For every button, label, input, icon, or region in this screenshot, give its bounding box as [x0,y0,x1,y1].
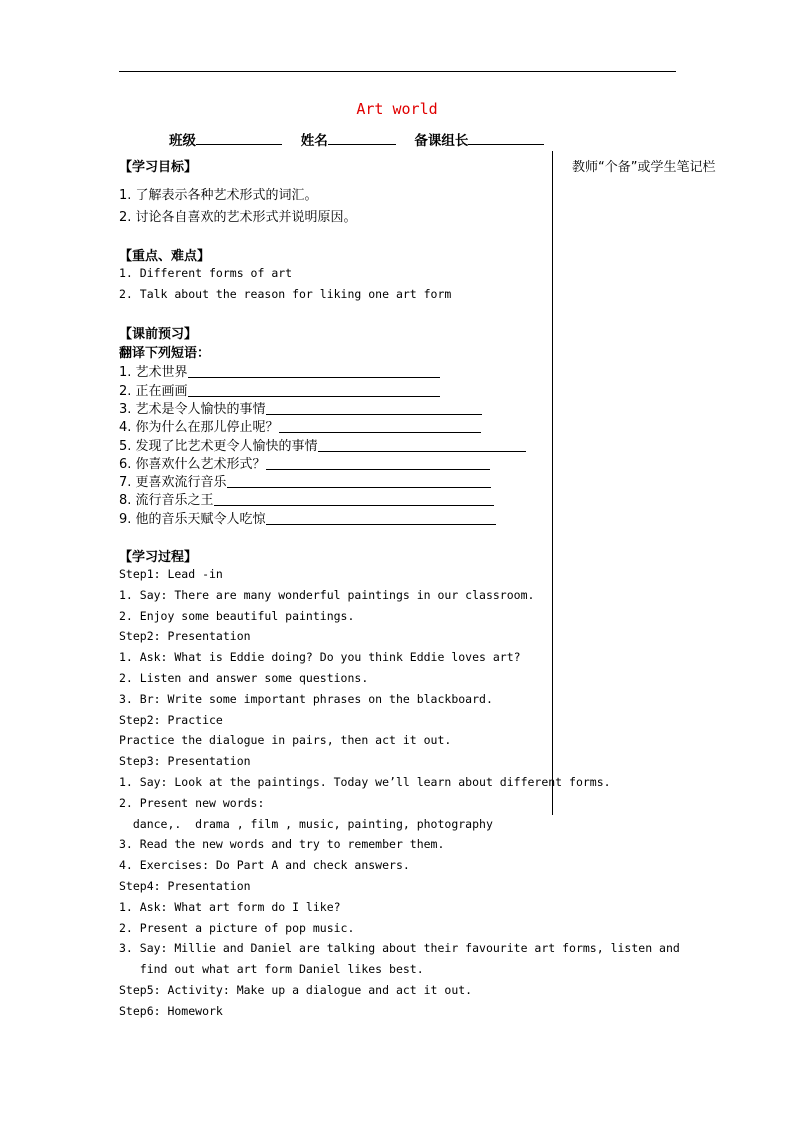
process-line: 2. Present new words: [119,796,265,810]
process-line: 2. Present a picture of pop music. [119,921,355,935]
answer-blank[interactable] [188,376,440,378]
class-label: 班级 [169,133,196,149]
process-line: 1. Ask: What art form do I like? [119,900,341,914]
leader-field [414,129,544,149]
phrase-text: 4. 你为什么在那儿停止呢？ [119,420,279,435]
process-line: Practice the dialogue in pairs, then act it out. [119,733,452,747]
process-line: Step6: Homework [119,1004,223,1018]
process-line: dance,. drama , film , music, painting, photography [119,817,493,831]
phrase-row [119,380,440,399]
key-point-item: 1. Different forms of art [119,266,293,280]
notes-column-label: 教师“个备”或学生笔记栏 [572,160,716,175]
goals-heading: 【学习目标】 [119,160,198,175]
preview-subheading: 翻译下列短语： [119,346,211,361]
phrase-text: 7. 更喜欢流行音乐 [119,475,227,490]
phrase-row [119,453,490,472]
phrase-row [119,489,494,508]
process-line: Step2: Presentation [119,629,251,643]
answer-blank[interactable] [214,504,494,506]
process-heading: 【学习过程】 [119,550,198,565]
header-rule [119,71,676,72]
process-line: 2. Enjoy some beautiful paintings. [119,609,355,623]
phrase-text: 3. 艺术是令人愉快的事情 [119,402,266,417]
process-line: 3. Br: Write some important phrases on the blackboard. [119,692,493,706]
process-line: Step2: Practice [119,713,223,727]
answer-blank[interactable] [266,468,490,470]
phrase-text: 5. 发现了比艺术更令人愉快的事情 [119,439,318,454]
student-info-row [169,129,544,149]
goal-item: 2. 讨论各自喜欢的艺术形式并说明原因。 [119,210,357,225]
answer-blank[interactable] [318,450,526,452]
key-point-item: 2. Talk about the reason for liking one art form [119,287,452,301]
phrase-text: 1. 艺术世界 [119,365,188,380]
phrase-row [119,361,440,380]
phrase-text: 2. 正在画画 [119,384,188,399]
process-line: 1. Ask: What is Eddie doing? Do you think Eddie loves art? [119,650,521,664]
class-field [169,129,282,149]
name-label: 姓名 [300,133,328,149]
process-line: 1. Say: There are many wonderful paintings in our classroom. [119,588,535,602]
phrase-row [119,398,482,417]
class-blank[interactable] [196,130,282,145]
page-title: Art world [356,100,438,118]
phrase-row [119,435,526,454]
process-line: Step1: Lead -in [119,567,223,581]
answer-blank[interactable] [279,431,481,433]
phrase-row [119,508,496,527]
notes-column-divider [552,151,553,815]
process-line: 3. Read the new words and try to remember them. [119,837,445,851]
phrase-text: 6. 你喜欢什么艺术形式？ [119,457,266,472]
preview-heading: 【课前预习】 [119,327,198,342]
process-line: 1. Say: Look at the paintings. Today we’ll learn about different forms. [119,775,611,789]
process-line: Step3: Presentation [119,754,251,768]
answer-blank[interactable] [227,486,491,488]
answer-blank[interactable] [266,523,496,525]
phrase-row [119,416,481,435]
process-line: 3. Say: Millie and Daniel are talking about their favourite art forms, listen and [119,941,680,955]
process-line: find out what art form Daniel likes best. [119,962,424,976]
name-field [301,129,396,149]
leader-label: 备课组长 [414,133,469,149]
leader-blank[interactable] [468,130,544,145]
process-line: 2. Listen and answer some questions. [119,671,369,685]
answer-blank[interactable] [266,413,482,415]
phrase-row [119,471,491,490]
process-line: Step5: Activity: Make up a dialogue and act it out. [119,983,473,997]
goal-item: 1. 了解表示各种艺术形式的词汇。 [119,188,318,203]
key-points-heading: 【重点、难点】 [119,249,211,264]
process-line: Step4: Presentation [119,879,251,893]
phrase-text: 9. 他的音乐天赋令人吃惊 [119,512,266,527]
answer-blank[interactable] [188,395,440,397]
phrase-text: 8. 流行音乐之王 [119,493,214,508]
process-line: 4. Exercises: Do Part A and check answers. [119,858,410,872]
name-blank[interactable] [328,130,396,145]
